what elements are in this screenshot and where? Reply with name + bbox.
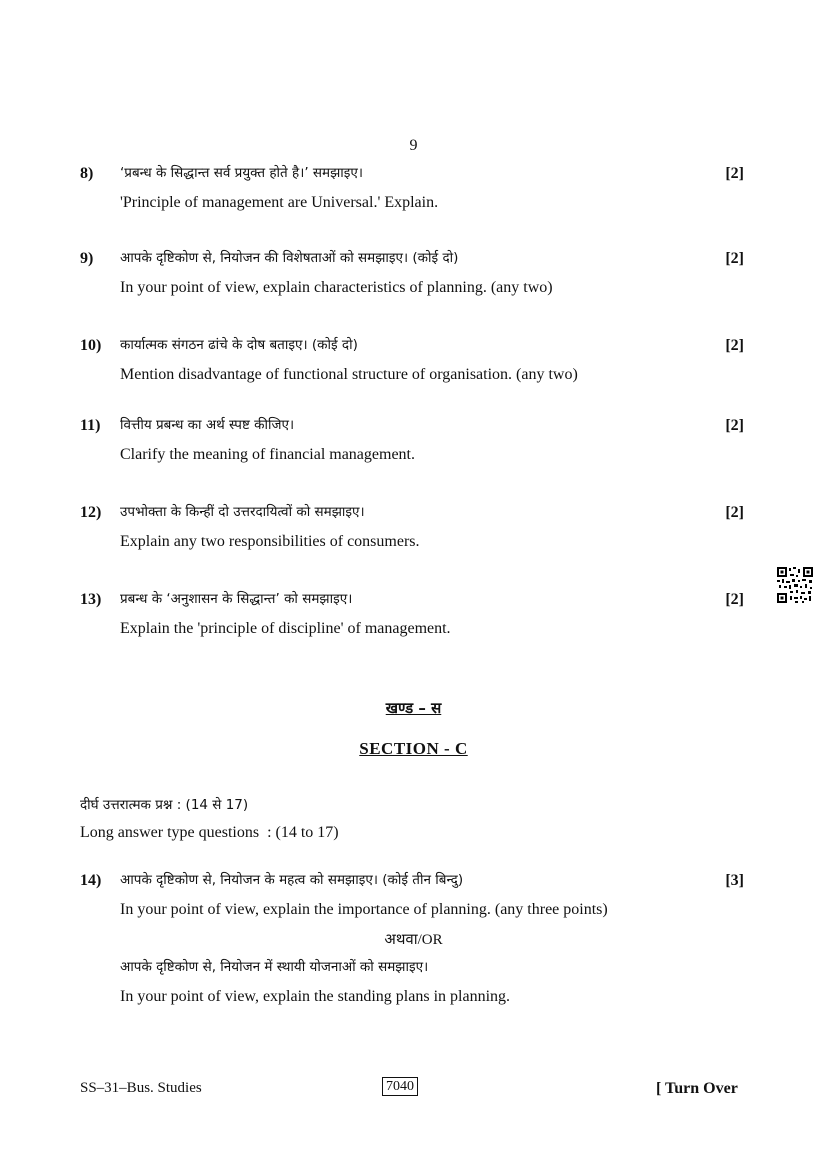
question-14	[80, 866, 750, 924]
question-text-english: Explain the 'principle of discipline' of management.	[120, 620, 451, 637]
question-number: 12)	[80, 504, 102, 521]
question-text-english: Clarify the meaning of financial management.	[120, 446, 415, 463]
question-text-hindi: कार्यात्मक संगठन ढांचे के दोष बताइए। (कोई दो)	[120, 337, 358, 353]
instruction-english: Long answer type questions : (14 to 17)	[80, 824, 339, 841]
question-text-english: Mention disadvantage of functional structure of organisation. (any two)	[120, 366, 578, 383]
question-text-english: In your point of view, explain the standing plans in planning.	[120, 988, 511, 1005]
question-marks: [3]	[725, 872, 744, 889]
question-text-english: Explain any two responsibilities of consumers.	[120, 533, 420, 550]
question-text-hindi: आपके दृष्टिकोण से, नियोजन की विशेषताओं को समझाइए। (कोई दो)	[120, 250, 459, 266]
question-marks: [2]	[725, 504, 744, 521]
paper-code: SS–31–Bus. Studies	[80, 1080, 202, 1096]
question-text-hindi: ‘प्रबन्ध के सिद्धान्त सर्व प्रयुक्त होते है।’ समझाइए।	[120, 165, 364, 181]
question-number: 9)	[80, 250, 94, 267]
question-text-hindi: वित्तीय प्रबन्ध का अर्थ स्पष्ट कीजिए।	[120, 417, 295, 433]
question-8	[80, 159, 750, 217]
question-text-hindi: आपके दृष्टिकोण से, नियोजन में स्थायी योजनाओं को समझाइए।	[120, 959, 429, 975]
question-10	[80, 331, 750, 389]
question-marks: [2]	[725, 165, 744, 182]
instruction-hindi: दीर्घ उत्तरात्मक प्रश्न : (14 से 17)	[80, 797, 249, 813]
question-9	[80, 244, 750, 302]
or-label: अथवा/OR	[384, 932, 443, 948]
question-number: 14)	[80, 872, 102, 889]
question-number: 13)	[80, 591, 102, 608]
page-number: 9	[409, 137, 418, 154]
question-number: 11)	[80, 417, 101, 434]
qr-code	[776, 566, 814, 604]
question-text-hindi: प्रबन्ध के ‘अनुशासन के सिद्धान्त’ को समझाइए।	[120, 591, 353, 607]
question-text-english: In your point of view, explain characteristics of planning. (any two)	[120, 279, 553, 296]
question-11	[80, 411, 750, 469]
question-text-english: In your point of view, explain the importance of planning. (any three points)	[120, 901, 608, 918]
question-marks: [2]	[725, 591, 744, 608]
question-12	[80, 498, 750, 556]
question-marks: [2]	[725, 337, 744, 354]
question-marks: [2]	[725, 250, 744, 267]
section-title-hindi: खण्ड – स	[385, 699, 442, 717]
question-number: 10)	[80, 337, 102, 354]
serial-number: 7040	[382, 1077, 418, 1096]
question-13	[80, 585, 750, 643]
question-marks: [2]	[725, 417, 744, 434]
serial-box	[382, 1078, 418, 1095]
question-text-hindi: आपके दृष्टिकोण से, नियोजन के महत्व को समझाइए। (कोई तीन बिन्दु)	[120, 872, 464, 888]
question-number: 8)	[80, 165, 94, 182]
section-title-english: SECTION - C	[359, 739, 468, 758]
question-14-alternative	[80, 953, 750, 1011]
question-text-hindi: उपभोक्ता के किन्हीं दो उत्तरदायित्वों को समझाइए।	[120, 504, 365, 520]
turn-over: [ Turn Over	[656, 1080, 738, 1097]
question-text-english: 'Principle of management are Universal.' Explain.	[120, 194, 439, 211]
